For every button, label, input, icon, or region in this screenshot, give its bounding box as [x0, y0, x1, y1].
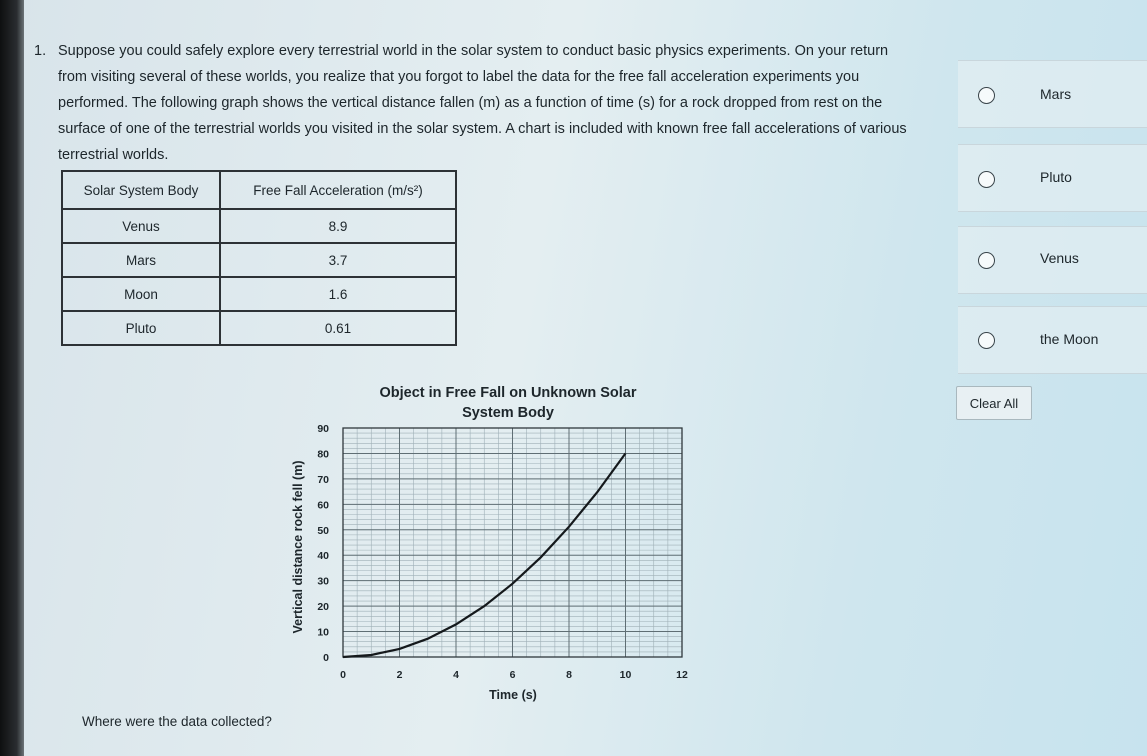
chart-title-line-2: System Body [462, 405, 554, 421]
option-label: Mars [1040, 86, 1072, 102]
y-tick-label: 0 [323, 652, 329, 664]
question-number: 1. [34, 43, 47, 59]
chart-svg [280, 378, 720, 708]
table-cell-body: Venus [62, 209, 220, 243]
option-pluto[interactable] [958, 144, 1147, 212]
y-tick-label: 30 [317, 575, 329, 588]
option-mars[interactable] [958, 60, 1147, 128]
table-row [62, 243, 456, 277]
x-tick-label: 10 [619, 669, 632, 681]
x-tick-label: 4 [453, 669, 459, 681]
table-cell-value: 0.61 [220, 311, 456, 345]
y-tick-label: 80 [317, 448, 329, 461]
option-the-moon[interactable] [958, 306, 1147, 374]
chart-ticks [317, 423, 688, 681]
y-tick-label: 70 [317, 473, 329, 486]
y-tick-label: 40 [317, 550, 329, 563]
free-fall-chart [280, 378, 720, 708]
y-axis-label: Vertical distance rock fell (m) [291, 460, 305, 634]
x-tick-label: 8 [566, 669, 572, 681]
option-venus[interactable] [958, 226, 1147, 294]
table-row [62, 311, 456, 345]
table-cell-body: Mars [62, 243, 220, 277]
question-text [34, 38, 914, 168]
y-tick-label: 10 [317, 626, 329, 639]
x-tick-label: 12 [676, 669, 688, 681]
x-tick-label: 6 [509, 669, 516, 681]
option-label: Pluto [1040, 169, 1072, 185]
x-tick-label: 2 [396, 669, 403, 681]
table-row [62, 277, 456, 311]
radio-button[interactable] [978, 252, 995, 269]
radio-button[interactable] [978, 87, 995, 104]
x-axis-label: Time (s) [489, 688, 537, 702]
y-tick-label: 90 [317, 423, 329, 435]
chart-grid [343, 428, 682, 657]
acceleration-table [61, 170, 457, 346]
prompt-text: Where were the data collected? [82, 714, 272, 729]
chart-title-line-1: Object in Free Fall on Unknown Solar [379, 385, 637, 401]
screen-bezel [0, 0, 24, 756]
table-header-acceleration: Free Fall Acceleration (m/s²) [220, 171, 456, 209]
option-label: the Moon [1040, 331, 1099, 347]
y-tick-label: 50 [317, 524, 329, 537]
table-header-row [62, 171, 456, 209]
y-tick-label: 60 [317, 499, 329, 512]
table-header-body: Solar System Body [62, 171, 220, 209]
radio-button[interactable] [978, 171, 995, 188]
table-cell-body: Pluto [62, 311, 220, 345]
option-label: Venus [1040, 250, 1079, 266]
question-body: Suppose you could safely explore every terrestrial world in the solar system to conduct basic physics experiments. On your return from visiting several of these worlds, you realize that you forgot to label the data for the free fall acceleration experiments you performed. The following graph shows the vertical distance fallen (m) as a function of time (s) for a rock dropped from rest on the surface of one of the terrestrial worlds you visited in the solar system. A chart is included with known free fall accelerations of various terrestrial worlds. [58, 43, 907, 163]
table-cell-value: 1.6 [220, 277, 456, 311]
table-cell-value: 8.9 [220, 209, 456, 243]
x-tick-label: 0 [340, 669, 346, 681]
table-row [62, 209, 456, 243]
clear-all-button[interactable]: Clear All [956, 386, 1032, 420]
radio-button[interactable] [978, 332, 995, 349]
y-tick-label: 20 [317, 601, 329, 614]
table-cell-value: 3.7 [220, 243, 456, 277]
table-cell-body: Moon [62, 277, 220, 311]
